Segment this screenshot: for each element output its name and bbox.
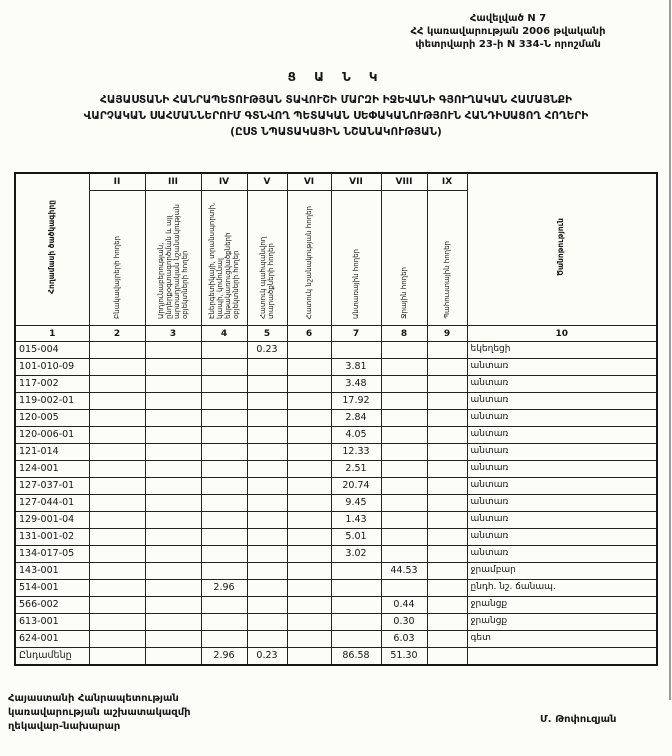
cell-value (287, 648, 331, 666)
cell-value (201, 410, 247, 427)
cell-value (145, 461, 201, 478)
cell-value (287, 495, 331, 512)
cell-value: 9.45 (331, 495, 381, 512)
cell-value: 4.05 (331, 427, 381, 444)
cell-value (247, 529, 287, 546)
cell-note: անտառ (467, 393, 657, 410)
column-number-9: 9 (427, 326, 467, 342)
cell-value (89, 393, 145, 410)
column-number-5: 5 (247, 326, 287, 342)
cell-value: 0.23 (247, 342, 287, 359)
cell-code: 101-010-09 (15, 359, 89, 376)
table-row (15, 495, 657, 512)
cell-value (381, 461, 427, 478)
cell-value: 2.84 (331, 410, 381, 427)
cell-value (427, 461, 467, 478)
cell-value (331, 342, 381, 359)
cell-value: 3.81 (331, 359, 381, 376)
cell-code: 131-001-02 (15, 529, 89, 546)
cell-value (381, 478, 427, 495)
roman-numeral-ix: IX (427, 173, 467, 191)
cell-note: անտառ (467, 444, 657, 461)
table-row (15, 478, 657, 495)
table-row (15, 444, 657, 461)
cell-value: 12.33 (331, 444, 381, 461)
cell-value (287, 512, 331, 529)
cell-value (89, 461, 145, 478)
cell-code: 624-001 (15, 631, 89, 648)
cell-value: 17.92 (331, 393, 381, 410)
rotated-column-header-6: Հատուկ նշանակության հողեր (287, 191, 331, 326)
cell-value (145, 648, 201, 666)
cell-value (145, 478, 201, 495)
cell-value (89, 648, 145, 666)
cell-value (201, 614, 247, 631)
cell-value (89, 359, 145, 376)
cell-value (331, 631, 381, 648)
cell-code: 120-005 (15, 410, 89, 427)
cell-value (145, 342, 201, 359)
cell-value (201, 478, 247, 495)
code-column-header (15, 173, 89, 326)
cell-value (247, 512, 287, 529)
title-line-2: ՎԱՐՉԱԿԱՆ ՍԱՀՄԱՆՆԵՐՈՒՄ ԳՏՆՎՈՂ ՊԵՏԱԿԱՆ ՍԵՓԱԿԱՆՈՒԹՅՈՒՆ ՀԱՆԴԻՍԱՑՈՂ ՀՈՂԵՐԻ (83, 109, 589, 122)
cell-value (381, 580, 427, 597)
cell-value (287, 410, 331, 427)
roman-numeral-iv: IV (201, 173, 247, 191)
appendix-note (408, 12, 608, 51)
cell-code: 121-014 (15, 444, 89, 461)
cell-value (247, 546, 287, 563)
title-line-1: ՀԱՅԱՍՏԱՆԻ ՀԱՆՐԱՊԵՏՈՒԹՅԱՆ ՏԱՎՈՒՇԻ ՄԱՐԶԻ ԻՋԵՎԱՆԻ ԳՅՈՒՂԱԿԱՆ ՀԱՄԱՅՆՔԻ (100, 94, 572, 106)
roman-numeral-viii: VIII (381, 173, 427, 191)
cell-code: 127-037-01 (15, 478, 89, 495)
cell-value (145, 614, 201, 631)
document-title (0, 70, 672, 140)
cell-value (331, 563, 381, 580)
cell-value (247, 393, 287, 410)
cell-code: 117-002 (15, 376, 89, 393)
cell-value (427, 393, 467, 410)
cell-value (287, 342, 331, 359)
roman-numeral-vii: VII (331, 173, 381, 191)
cell-value (287, 478, 331, 495)
table-row (15, 631, 657, 648)
cell-value (89, 376, 145, 393)
cell-note: անտառ (467, 495, 657, 512)
cell-value: 3.02 (331, 546, 381, 563)
cell-value (145, 512, 201, 529)
cell-value (201, 631, 247, 648)
cell-value: 2.96 (201, 580, 247, 597)
cell-value (287, 614, 331, 631)
appendix-line-2: ՀՀ կառավարության 2006 թվականի (410, 26, 606, 37)
cell-value (381, 529, 427, 546)
cell-value (247, 614, 287, 631)
cell-value: 2.96 (201, 648, 247, 666)
column-number-7: 7 (331, 326, 381, 342)
cell-value (89, 529, 145, 546)
roman-numeral-iii: III (145, 173, 201, 191)
cell-value: 2.51 (331, 461, 381, 478)
cell-value (145, 529, 201, 546)
cell-value (201, 444, 247, 461)
cell-value (427, 495, 467, 512)
table-body (15, 342, 657, 666)
cell-code: 143-001 (15, 563, 89, 580)
table-row (15, 376, 657, 393)
cell-code: 514-001 (15, 580, 89, 597)
cell-value (201, 495, 247, 512)
rotated-column-header-2: Բնակավայրերի հողեր (89, 191, 145, 326)
table-row (15, 461, 657, 478)
cell-value (145, 597, 201, 614)
cell-value (247, 495, 287, 512)
table-row (15, 512, 657, 529)
cell-value (381, 342, 427, 359)
cell-value (381, 546, 427, 563)
cell-value (89, 512, 145, 529)
cell-code: 015-004 (15, 342, 89, 359)
cell-value (201, 393, 247, 410)
cell-note: ջրամբար (467, 563, 657, 580)
cell-value (287, 376, 331, 393)
cell-note: գետ (467, 631, 657, 648)
cell-value (247, 359, 287, 376)
cell-value (89, 478, 145, 495)
signatory-block (8, 692, 191, 734)
cell-value: 6.03 (381, 631, 427, 648)
cell-value (247, 376, 287, 393)
cell-value (331, 597, 381, 614)
cell-code: 119-002-01 (15, 393, 89, 410)
cell-note (467, 648, 657, 666)
roman-numeral-vi: VI (287, 173, 331, 191)
cell-value (427, 546, 467, 563)
cell-value (201, 342, 247, 359)
signatory-line-1: Հայաստանի Հանրապետության (8, 693, 179, 704)
cell-value (201, 461, 247, 478)
appendix-line-1: Հավելված N 7 (469, 13, 547, 24)
cell-value (201, 563, 247, 580)
cell-note: ընդհ. նշ. ճանապ. (467, 580, 657, 597)
cell-note: անտառ (467, 410, 657, 427)
cell-note: անտառ (467, 478, 657, 495)
cell-value (145, 359, 201, 376)
cell-value (331, 580, 381, 597)
table-row (15, 393, 657, 410)
cell-value (145, 631, 201, 648)
cell-value (287, 597, 331, 614)
cell-value (427, 376, 467, 393)
cell-code: 134-017-05 (15, 546, 89, 563)
cell-note: անտառ (467, 529, 657, 546)
cell-value (427, 444, 467, 461)
cell-code: Ընդամենը (15, 648, 89, 666)
column-number-3: 3 (145, 326, 201, 342)
cell-value (381, 512, 427, 529)
roman-numeral-v: V (247, 173, 287, 191)
cell-value (287, 444, 331, 461)
table-row (15, 410, 657, 427)
cell-value (89, 444, 145, 461)
cell-value (287, 580, 331, 597)
table-row (15, 580, 657, 597)
cell-value: 20.74 (331, 478, 381, 495)
cell-value (381, 359, 427, 376)
cell-value: 0.23 (247, 648, 287, 666)
cell-note: եկեղեցի (467, 342, 657, 359)
cell-code: 129-001-04 (15, 512, 89, 529)
column-number-8: 8 (381, 326, 427, 342)
cell-value: 86.58 (331, 648, 381, 666)
signatory-line-2: կառավարության աշխատակազմի (8, 707, 191, 718)
cell-value (427, 529, 467, 546)
land-parcels-table (14, 172, 658, 666)
column-number-2: 2 (89, 326, 145, 342)
cell-value (201, 512, 247, 529)
cell-value (427, 631, 467, 648)
cell-value: 51.30 (381, 648, 427, 666)
cell-value (145, 495, 201, 512)
cell-value (201, 597, 247, 614)
cell-value: 0.30 (381, 614, 427, 631)
table-row (15, 359, 657, 376)
cell-value (89, 563, 145, 580)
cell-code: 127-044-01 (15, 495, 89, 512)
rotated-column-header-5: Հատուկ պահպանվող տարածքների հողեր (247, 191, 287, 326)
cell-value (89, 546, 145, 563)
column-number-10: 10 (467, 326, 657, 342)
cell-value (427, 580, 467, 597)
rotated-column-header-7: Անտառային հողեր (331, 191, 381, 326)
cell-value: 3.48 (331, 376, 381, 393)
appendix-line-3: փետրվարի 23-ի N 334-Ն որոշման (415, 39, 601, 50)
cell-value (287, 631, 331, 648)
table-row (15, 529, 657, 546)
signature: Մ. Թոփուզյան (540, 714, 617, 725)
cell-value (145, 444, 201, 461)
cell-value (89, 342, 145, 359)
cell-value (287, 529, 331, 546)
column-number-4: 4 (201, 326, 247, 342)
rotated-column-header-9: Պահուստային հողեր (427, 191, 467, 326)
cell-code: 120-006-01 (15, 427, 89, 444)
cell-value (89, 580, 145, 597)
table-row (15, 546, 657, 563)
note-column-header (467, 173, 657, 326)
cell-value: 1.43 (331, 512, 381, 529)
cell-note: անտառ (467, 461, 657, 478)
cell-value (427, 478, 467, 495)
cell-value (287, 563, 331, 580)
cell-value (247, 427, 287, 444)
cell-value (201, 546, 247, 563)
column-number-row (15, 326, 657, 342)
cell-value (287, 393, 331, 410)
cell-note: անտառ (467, 376, 657, 393)
title-heading: Ց Ա Ն Կ (287, 70, 385, 84)
cell-value (427, 597, 467, 614)
cell-value (145, 546, 201, 563)
cell-value (145, 427, 201, 444)
cell-value (89, 614, 145, 631)
cell-value (89, 631, 145, 648)
cell-value (145, 393, 201, 410)
cell-note: անտառ (467, 546, 657, 563)
rotated-column-header-4: Էներգետիկայի, տրանսպորտի, կապի, կոմունալ ենթակառուցվածքների օբյեկտների հողեր (201, 191, 247, 326)
table-row (15, 342, 657, 359)
cell-value (427, 648, 467, 666)
cell-value (381, 410, 427, 427)
cell-value (381, 427, 427, 444)
cell-value (427, 342, 467, 359)
title-line-3: (ԸՍՏ ՆՊԱՏԱԿԱՅԻՆ ՆՇԱՆԱԿՈՒԹՅԱՆ) (230, 125, 442, 138)
cell-value (89, 597, 145, 614)
column-number-1: 1 (15, 326, 89, 342)
cell-note: ջրանցք (467, 614, 657, 631)
table-row (15, 427, 657, 444)
cell-value (247, 563, 287, 580)
cell-value (201, 359, 247, 376)
cell-value (201, 427, 247, 444)
cell-value (247, 478, 287, 495)
cell-value (427, 512, 467, 529)
table-row (15, 614, 657, 631)
cell-value (427, 614, 467, 631)
cell-value (381, 393, 427, 410)
cell-value (331, 614, 381, 631)
cell-value (247, 410, 287, 427)
cell-value (427, 427, 467, 444)
cell-value (89, 410, 145, 427)
code-column-header-label: Հողամասի ծածկագիրը (46, 200, 56, 294)
cell-code: 566-002 (15, 597, 89, 614)
cell-value: 44.53 (381, 563, 427, 580)
cell-value (247, 461, 287, 478)
scan-artifact-line (669, 0, 671, 700)
rotated-column-header-3: Արդյունաբերության, ընդերքօգտագործման և այլ արտադրական նշանակության օբյեկտների հողեր (145, 191, 201, 326)
table-row (15, 563, 657, 580)
cell-value: 0.44 (381, 597, 427, 614)
cell-value (287, 546, 331, 563)
signatory-line-3: ղեկավար-նախարար (8, 721, 121, 732)
cell-value (145, 563, 201, 580)
cell-code: 124-001 (15, 461, 89, 478)
cell-value (287, 427, 331, 444)
cell-value (427, 410, 467, 427)
cell-value (89, 427, 145, 444)
cell-value (201, 529, 247, 546)
cell-value (247, 580, 287, 597)
cell-value (89, 495, 145, 512)
cell-value: 5.01 (331, 529, 381, 546)
cell-value (247, 444, 287, 461)
cell-value (427, 359, 467, 376)
cell-value (381, 444, 427, 461)
roman-numeral-row (15, 173, 657, 191)
cell-value (381, 495, 427, 512)
cell-note: անտառ (467, 427, 657, 444)
cell-value (381, 376, 427, 393)
cell-value (247, 597, 287, 614)
cell-value (247, 631, 287, 648)
cell-value (145, 410, 201, 427)
cell-value (201, 376, 247, 393)
cell-value (427, 563, 467, 580)
rotated-column-header-8: Ջրային հողեր (381, 191, 427, 326)
column-number-6: 6 (287, 326, 331, 342)
cell-note: ջրանցք (467, 597, 657, 614)
cell-note: անտառ (467, 359, 657, 376)
cell-note: անտառ (467, 512, 657, 529)
total-row (15, 648, 657, 666)
cell-value (287, 461, 331, 478)
cell-value (145, 580, 201, 597)
cell-value (145, 376, 201, 393)
table-row (15, 597, 657, 614)
note-column-header-label: Ծանոթություն (556, 218, 566, 276)
cell-value (287, 359, 331, 376)
cell-code: 613-001 (15, 614, 89, 631)
roman-numeral-ii: II (89, 173, 145, 191)
